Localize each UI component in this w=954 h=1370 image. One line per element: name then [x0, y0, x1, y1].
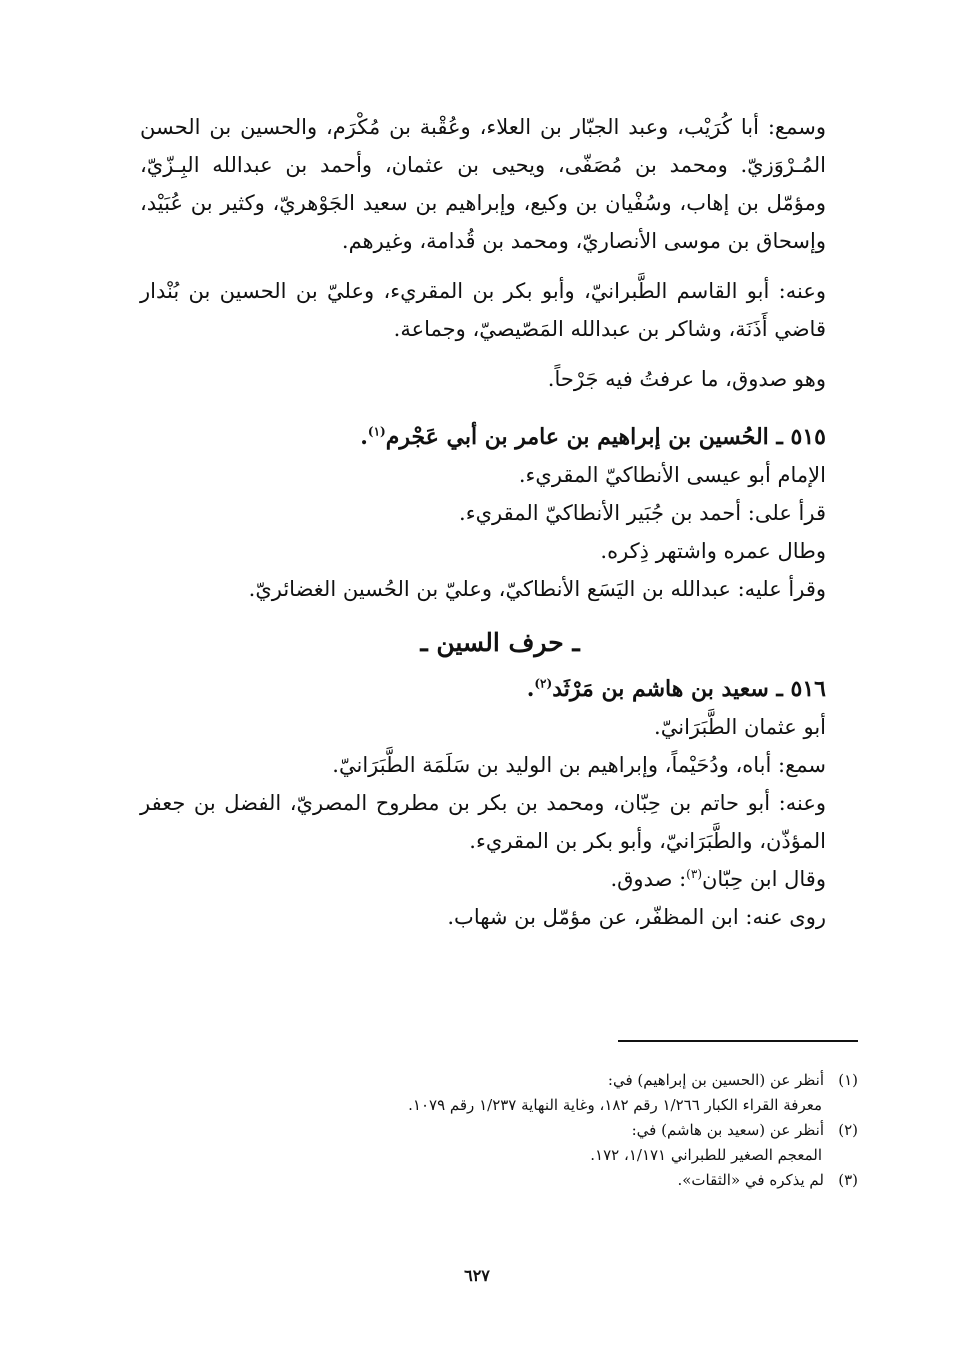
footnote-ref-1[interactable]: (١): [367, 424, 386, 439]
section-title: ـ حرف السين ـ: [420, 628, 580, 657]
entry-515-line-2: قرأ على: أحمد بن جُبَير الأنطاكيّ المقريء.: [459, 501, 826, 525]
footnotes: [140, 1068, 858, 1193]
footnote-3-text: لم يذكره في «الثقات».: [677, 1171, 824, 1189]
entry-516-ibn-hibban: وقال ابن حِبّان: [702, 867, 826, 891]
entry-516-heading: [140, 670, 860, 708]
footnote-3-number: (٣): [838, 1171, 858, 1189]
footnote-1: [140, 1068, 858, 1093]
footnote-1-text: أنظر عن (الحسين بن إبراهيم) في:: [607, 1071, 824, 1089]
entry-515-line-1: الإمام أبو عيسى الأنطاكيّ المقريء.: [518, 463, 826, 487]
page-number: ٦٢٧: [464, 1266, 490, 1285]
paragraph-narrators: وعنه: أبو القاسم الطَّبرانيّ، وأبو بكر بن المقريء، وعليّ بن الحسين بن بُنْدار قاضي أَذَنَة، وشاكر بن عبدالله المَصّيصيّ، وجماعة.: [140, 279, 826, 341]
entry-515-end: .: [360, 424, 368, 450]
footnote-2-source: المعجم الصغير للطبراني ١/١٧١، ١٧٢.: [590, 1146, 822, 1164]
footnote-2-text: أنظر عن (سعيد بن هاشم) في:: [631, 1121, 824, 1139]
entry-515-line-3: وطال عمره واشتهر ذِكره.: [600, 539, 826, 563]
main-text: [140, 108, 860, 936]
entry-516-end: .: [526, 676, 535, 702]
footnote-1-source: معرفة القراء الكبار ١/٢٦٦ رقم ١٨٢، وغاية النهاية ١/٢٣٧ رقم ١٠٧٩.: [408, 1096, 822, 1114]
footnote-2-number: (٢): [838, 1121, 858, 1139]
entry-516-line-5: روى عنه: ابن المظفّر، عن مؤمّل بن شهاب.: [447, 905, 826, 929]
footnote-divider: [618, 1040, 858, 1042]
footnote-1-number: (١): [838, 1071, 858, 1089]
entry-516-grading: : صدوق.: [610, 867, 687, 891]
paragraph-heard-from: وسمع: أبا كُرَيْب، وعبد الجبّار بن العلاء، وعُقْبة بن مُكْرَم، والحسين بن الحسن المُـرْوَزيّ. ومحمد بن مُصَفّى، ويحيى بن عثمان، وأحمد بن عبدالله البِـزّيّ، ومؤمّل بن إهاب، وسُفْيان بن وكيع، وإبراهيم بن سعيد الجَوْهريّ، وكثير بن عُبَيْد، وإسحاق بن موسى الأنصاريّ، ومحمد بن قُدامة، وغيرهم.: [140, 115, 826, 253]
entry-515-heading: [140, 418, 860, 456]
footnote-ref-2[interactable]: (٢): [534, 676, 553, 691]
entry-515-name: ٥١٥ ـ الحُسين بن إبراهيم بن عامر بن أبي عَجْرم: [385, 424, 826, 450]
footnote-2: [140, 1118, 858, 1143]
entry-516-line-4: [140, 860, 860, 898]
entry-516-line-2: سمع: أباه، ودُحَيْماً، وإبراهيم بن الوليد بن سَلَمَة الطَّبَرَانيّ.: [332, 753, 826, 777]
footnote-ref-3[interactable]: (٣): [686, 867, 702, 881]
entry-516-line-1: أبو عثمان الطَّبَرَانيّ.: [654, 715, 826, 739]
paragraph-grading: وهو صدوق، ما عرفتُ فيه جَرْحاً.: [547, 367, 826, 391]
entry-516-line-3: وعنه: أبو حاتم بن حِبّان، ومحمد بن بكر بن مطروح المصريّ، الفضل بن جعفر المؤذّن، والطَّبَرَانيّ، وأبو بكر بن المقريء.: [140, 791, 826, 853]
entry-516-name: ٥١٦ ـ سعيد بن هاشم بن مَرْثَد: [552, 676, 826, 702]
footnote-3: [140, 1168, 858, 1193]
entry-515-line-4: وقرأ عليه: عبدالله بن اليَسَع الأنطاكيّ، وعليّ بن الحُسين الغضائريّ.: [248, 577, 826, 601]
